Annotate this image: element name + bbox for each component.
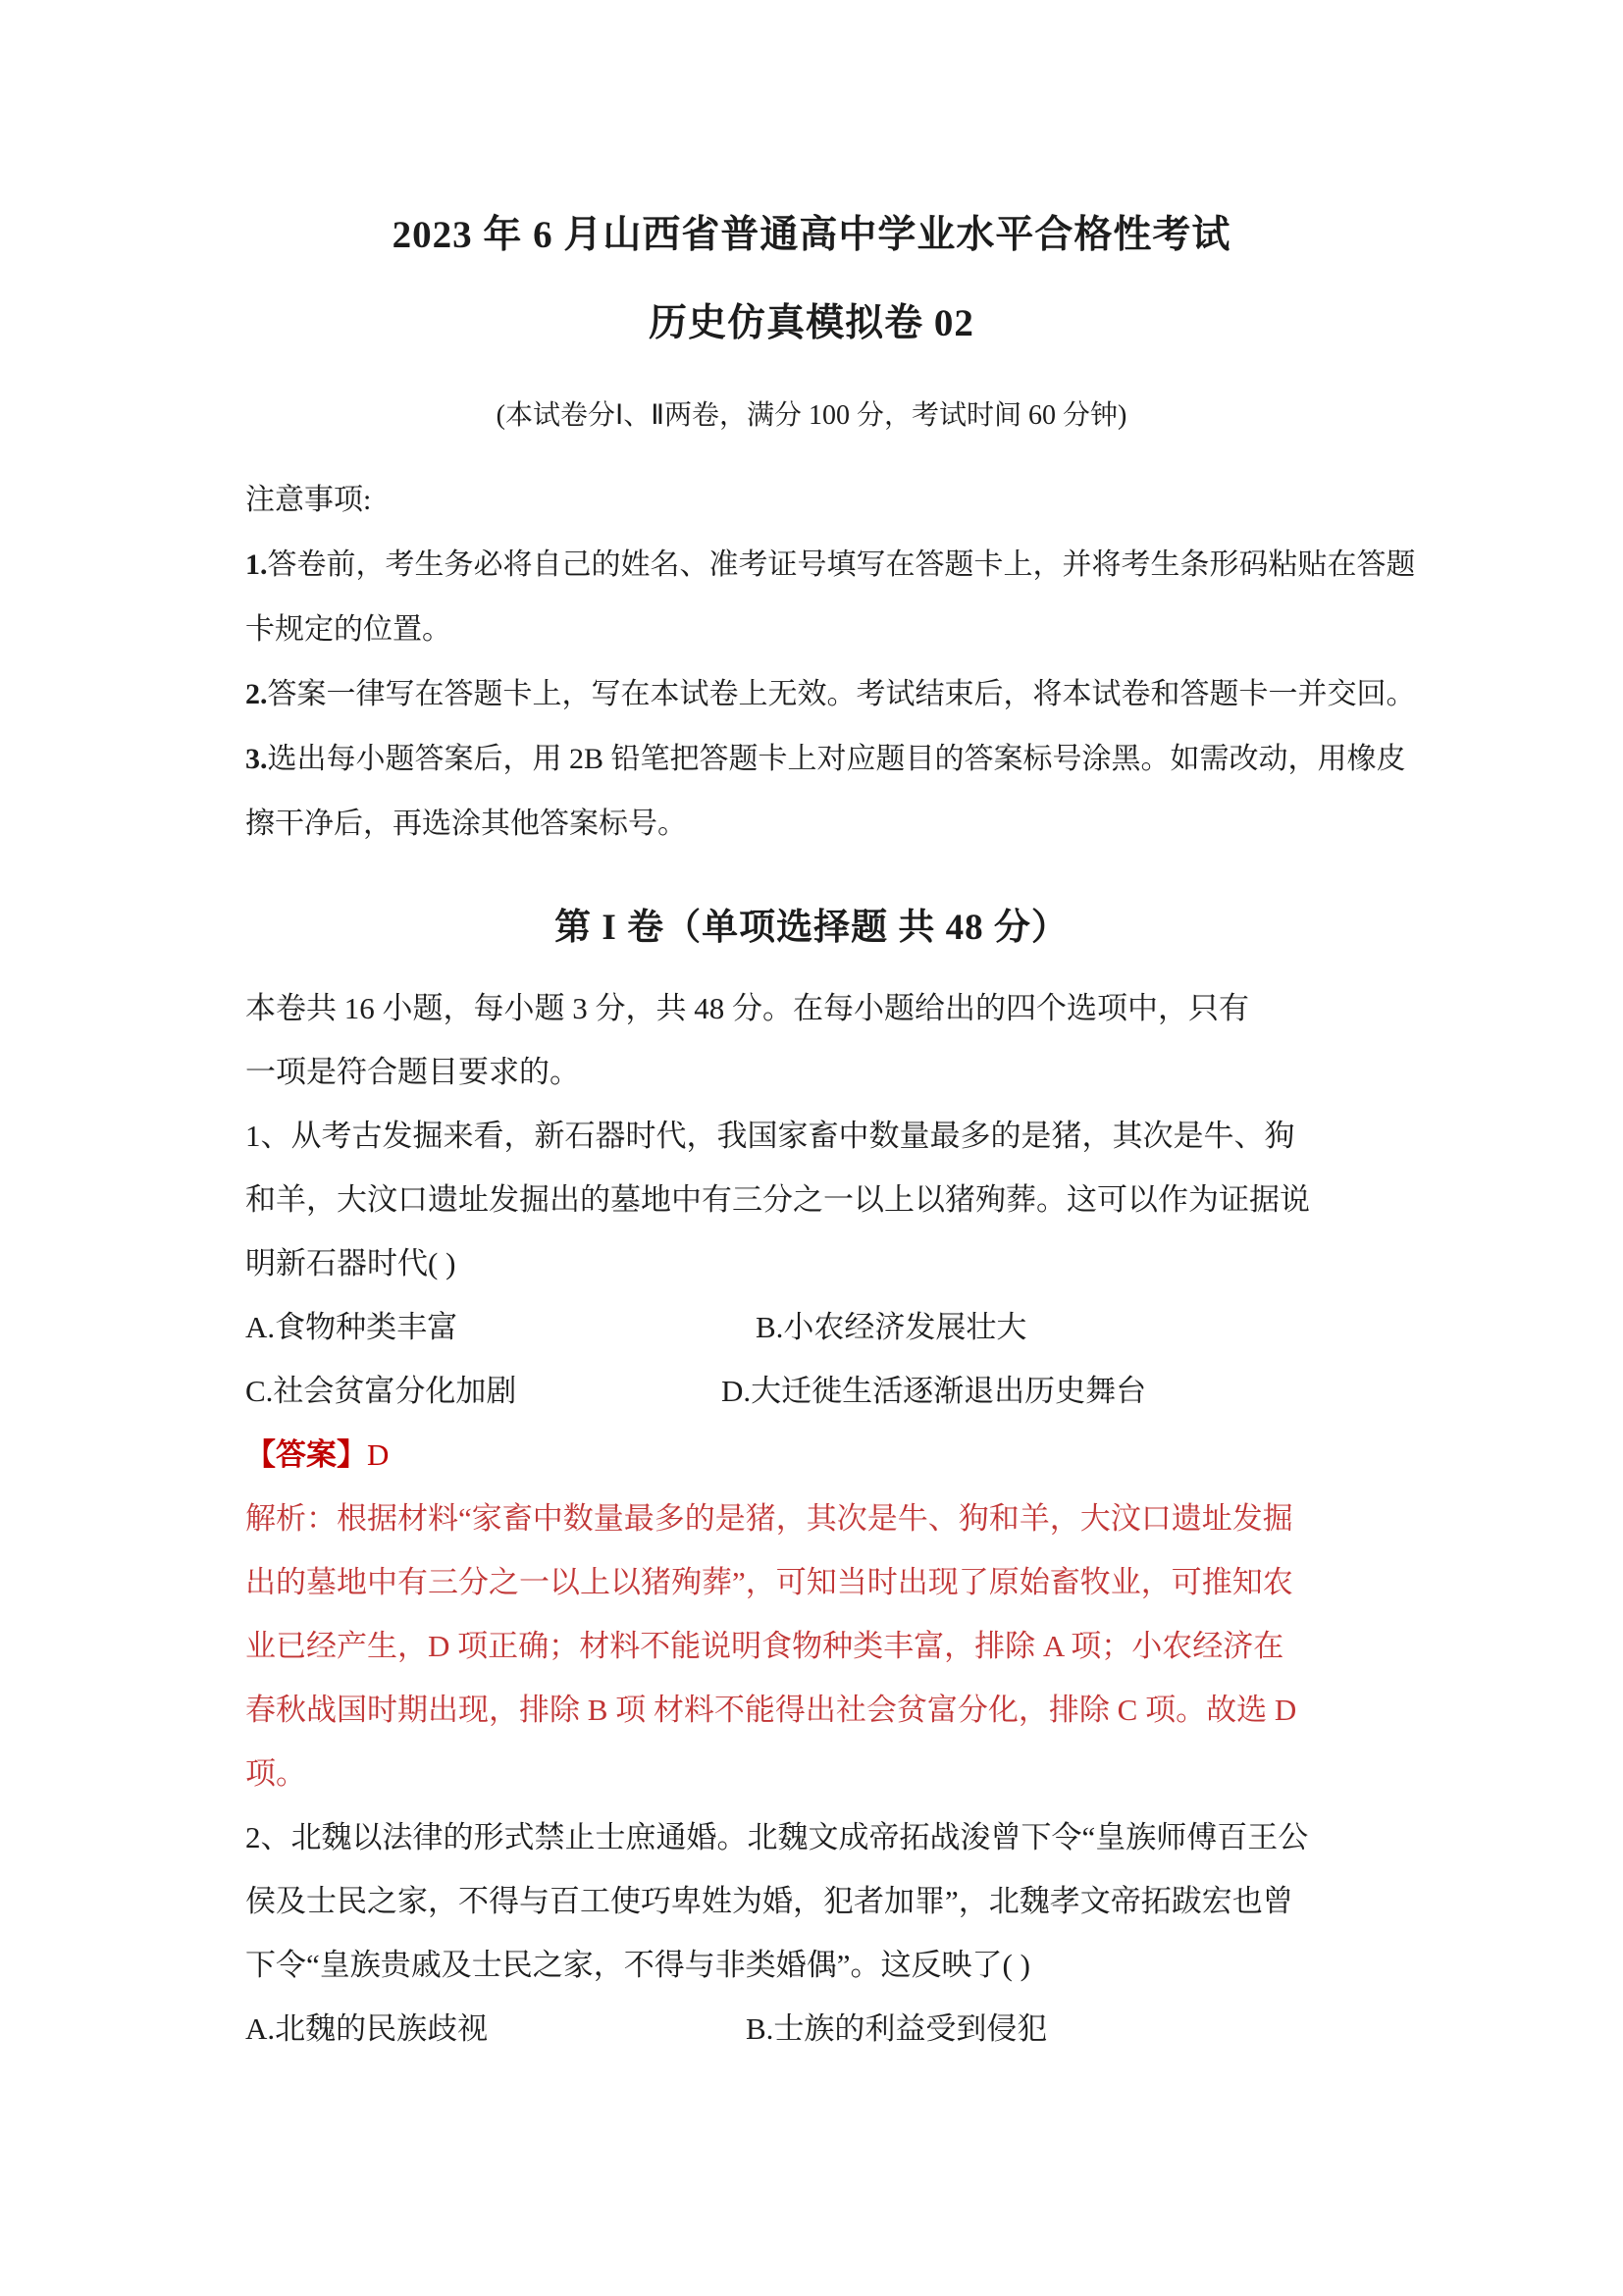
q1-option-a: A.食物种类丰富 [245, 1310, 458, 1344]
note-line-3-cont [245, 792, 1456, 857]
section-1-heading: 第 I 卷（单项选择题 共 48 分） [554, 908, 1069, 948]
q1-stem-line-2: 和羊，大汶口遗址发掘出的墓地中有三分之一以上以猪殉葬。这可以作为证据说 [245, 1182, 1310, 1217]
section-1-body [245, 976, 1462, 2061]
note-text: 答卷前，考生务必将自己的姓名、准考证号填写在答题卡上，并将考生条形码粘贴在答题 [267, 548, 1416, 581]
note-number: 1. [245, 548, 268, 581]
q1-analysis-line-1: 解析：根据材料“家畜中数量最多的是猪，其次是牛、狗和羊，大汶口遗址发掘 [245, 1501, 1293, 1536]
q1-analysis-line-2: 出的墓地中有三分之一以上以猪殉葬”，可知当时出现了原始畜牧业，可推知农 [245, 1565, 1293, 1599]
q1-answer-line [245, 1423, 1462, 1487]
note-text: 卡规定的位置。 [245, 613, 451, 646]
q2-stem-line-2: 侯及士民之家，不得与百工使巧卑姓为婚，犯者加罪”，北魏孝文帝拓跋宏也曾 [245, 1884, 1293, 1918]
note-line-1 [245, 533, 1456, 598]
note-text: 答案一律写在答题卡上，写在本试卷上无效。考试结束后，将本试卷和答题卡一并交回。 [267, 678, 1416, 710]
note-line-1-cont [245, 598, 1456, 662]
q2-options-row-ab [245, 1997, 1462, 2061]
q1-option-b: B.小农经济发展壮大 [756, 1310, 1027, 1344]
note-line-2 [245, 662, 1456, 727]
q1-analysis-line-5: 项。 [245, 1756, 306, 1791]
q1-stem-line-3: 明新石器时代( ) [245, 1246, 456, 1280]
exam-info-line: (本试卷分Ⅰ、Ⅱ两卷，满分 100 分，考试时间 60 分钟) [496, 400, 1127, 431]
answer-value: D [367, 1437, 390, 1472]
section-intro-line-1: 本卷共 16 小题，每小题 3 分，共 48 分。在每小题给出的四个选项中，只有 [245, 991, 1249, 1025]
q1-stem-line-1: 1、从考古发掘来看，新石器时代，我国家畜中数量最多的是猪，其次是牛、狗 [245, 1119, 1295, 1153]
note-text: 擦干净后，再选涂其他答案标号。 [245, 808, 687, 840]
note-line-3 [245, 727, 1456, 792]
q2-option-b: B.士族的利益受到侵犯 [746, 2011, 1048, 2046]
q2-stem-line-3: 下令“皇族贵戚及士民之家，不得与非类婚偶”。这反映了( ) [245, 1948, 1030, 1982]
q1-options-row-ab [245, 1295, 1462, 1359]
exam-title: 2023 年 6 月山西省普通高中学业水平合格性考试 [392, 214, 1231, 256]
q1-option-d: D.大迁徙生活逐渐退出历史舞台 [721, 1374, 1147, 1408]
q1-analysis-line-3: 业已经产生，D 项正确；材料不能说明食物种类丰富，排除 A 项；小农经济在 [245, 1629, 1284, 1663]
q2-stem-line-1: 2、北魏以法律的形式禁止士庶通婚。北魏文成帝拓战浚曾下令“皇族师傅百王公 [245, 1820, 1309, 1854]
note-number: 3. [245, 743, 268, 775]
section-intro-line-2: 一项是符合题目要求的。 [245, 1055, 580, 1089]
answer-label: 【答案】 [245, 1437, 367, 1472]
q1-options-row-cd [245, 1359, 1462, 1423]
note-text: 选出每小题答案后，用 2B 铅笔把答题卡上对应题目的答案标号涂黑。如需改动，用橡皮 [267, 743, 1406, 775]
notes-section [245, 468, 1456, 857]
q1-option-c: C.社会贫富分化加剧 [245, 1374, 517, 1408]
notes-heading: 注意事项: [245, 484, 372, 516]
exam-subtitle: 历史仿真模拟卷 02 [649, 302, 974, 344]
q1-analysis-line-4: 春秋战国时期出现，排除 B 项 材料不能得出社会贫富分化，排除 C 项。故选 D [245, 1693, 1297, 1727]
q2-option-a: A.北魏的民族歧视 [245, 2011, 489, 2046]
note-number: 2. [245, 678, 268, 710]
